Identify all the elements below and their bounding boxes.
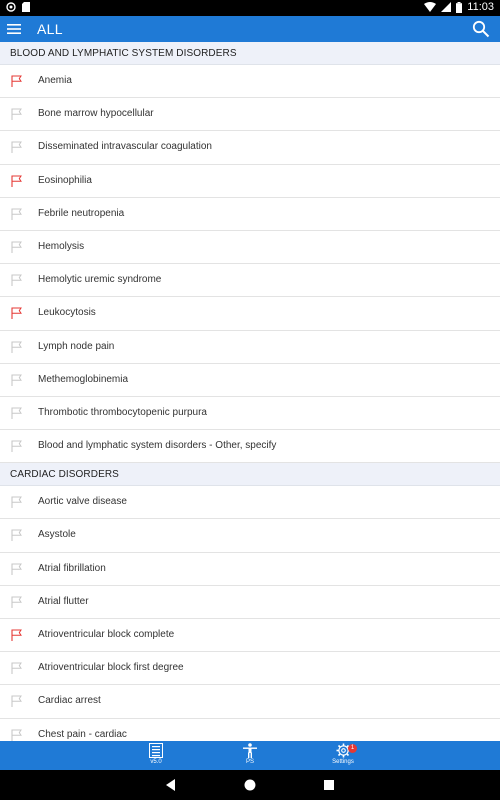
list-item-label: Febrile neutropenia — [38, 207, 125, 219]
list-item[interactable] — [0, 98, 500, 131]
list-item[interactable] — [0, 264, 500, 297]
recents-square-icon[interactable] — [321, 777, 337, 793]
list-item-label: Blood and lymphatic system disorders - Other, specify — [38, 440, 277, 452]
flag-red-icon[interactable] — [11, 307, 23, 319]
list-item[interactable] — [0, 397, 500, 430]
tab-settings-label: Settings — [332, 759, 354, 765]
list-item[interactable] — [0, 65, 500, 98]
flag-outline-icon[interactable] — [11, 496, 23, 508]
list-item-label: Asystole — [38, 529, 76, 541]
list-item[interactable] — [0, 231, 500, 264]
section-header: CARDIAC DISORDERS — [0, 463, 500, 486]
list-item[interactable] — [0, 198, 500, 231]
tab-version-label: v5.0 — [150, 759, 162, 765]
tab-ps-label: PS — [245, 759, 254, 765]
battery-icon — [456, 2, 462, 13]
list-item-label: Hemolytic uremic syndrome — [38, 274, 162, 286]
list-item-label: Disseminated intravascular coagulation — [38, 141, 212, 153]
list-item[interactable] — [0, 619, 500, 652]
list-item[interactable] — [0, 719, 500, 741]
section-header: BLOOD AND LYMPHATIC SYSTEM DISORDERS — [0, 42, 500, 65]
flag-outline-icon[interactable] — [11, 563, 23, 575]
flag-outline-icon[interactable] — [11, 529, 23, 541]
tab-ps[interactable] — [220, 743, 280, 765]
flag-red-icon[interactable] — [11, 629, 23, 641]
list-item-label: Chest pain - cardiac — [38, 728, 127, 740]
list-item-label: Atrial fibrillation — [38, 562, 106, 574]
list-item[interactable] — [0, 486, 500, 519]
status-bar — [0, 0, 500, 16]
search-icon[interactable] — [472, 20, 490, 38]
sim-card-icon — [22, 2, 30, 12]
tab-settings[interactable] — [313, 743, 373, 765]
disorder-list[interactable] — [0, 42, 500, 741]
list-item-label: Cardiac arrest — [38, 695, 101, 707]
flag-red-icon[interactable] — [11, 75, 23, 87]
person-icon — [243, 743, 257, 758]
list-item-label: Eosinophilia — [38, 174, 92, 186]
flag-outline-icon[interactable] — [11, 440, 23, 452]
list-item[interactable] — [0, 519, 500, 552]
list-item-label: Thrombotic thrombocytopenic purpura — [38, 406, 207, 418]
flag-outline-icon[interactable] — [11, 208, 23, 220]
flag-outline-icon[interactable] — [11, 274, 23, 286]
home-circle-icon[interactable] — [242, 777, 258, 793]
bottom-tab-bar — [0, 741, 500, 770]
list-item-label: Atrioventricular block first degree — [38, 662, 184, 674]
flag-outline-icon[interactable] — [11, 374, 23, 386]
list-item[interactable] — [0, 331, 500, 364]
flag-outline-icon[interactable] — [11, 108, 23, 120]
list-item[interactable] — [0, 586, 500, 619]
wifi-icon — [424, 2, 436, 12]
hamburger-menu-icon[interactable] — [7, 22, 21, 36]
page-title: ALL — [37, 21, 63, 37]
list-item-label: Hemolysis — [38, 240, 85, 252]
clock: 11:03 — [467, 1, 494, 13]
system-nav-bar — [0, 770, 500, 800]
flag-outline-icon[interactable] — [11, 729, 23, 741]
list-item-label: Leukocytosis — [38, 307, 96, 319]
tab-version[interactable] — [126, 743, 186, 765]
list-item[interactable] — [0, 364, 500, 397]
notification-badge: 1 — [348, 744, 357, 753]
flag-outline-icon[interactable] — [11, 241, 23, 253]
list-item[interactable] — [0, 297, 500, 330]
flag-outline-icon[interactable] — [11, 407, 23, 419]
list-item[interactable] — [0, 685, 500, 718]
list-item-label: Atrial flutter — [38, 595, 89, 607]
app-bar — [0, 16, 500, 42]
list-icon — [149, 743, 163, 758]
list-item[interactable] — [0, 165, 500, 198]
list-item[interactable] — [0, 131, 500, 164]
flag-outline-icon[interactable] — [11, 141, 23, 153]
list-item-label: Methemoglobinemia — [38, 373, 129, 385]
back-triangle-icon[interactable] — [163, 777, 179, 793]
list-item-label: Anemia — [38, 75, 72, 86]
signal-icon — [441, 2, 451, 12]
list-item-label: Atrioventricular block complete — [38, 629, 175, 640]
list-item[interactable] — [0, 652, 500, 685]
list-item[interactable] — [0, 553, 500, 586]
flag-red-icon[interactable] — [11, 175, 23, 187]
list-item-label: Bone marrow hypocellular — [38, 108, 154, 120]
flag-outline-icon[interactable] — [11, 341, 23, 353]
list-item-label: Lymph node pain — [38, 340, 115, 352]
list-item[interactable] — [0, 430, 500, 463]
flag-outline-icon[interactable] — [11, 695, 23, 707]
list-item-label: Aortic valve disease — [38, 496, 127, 508]
flag-outline-icon[interactable] — [11, 662, 23, 674]
flag-outline-icon[interactable] — [11, 596, 23, 608]
circle-icon — [6, 2, 16, 12]
